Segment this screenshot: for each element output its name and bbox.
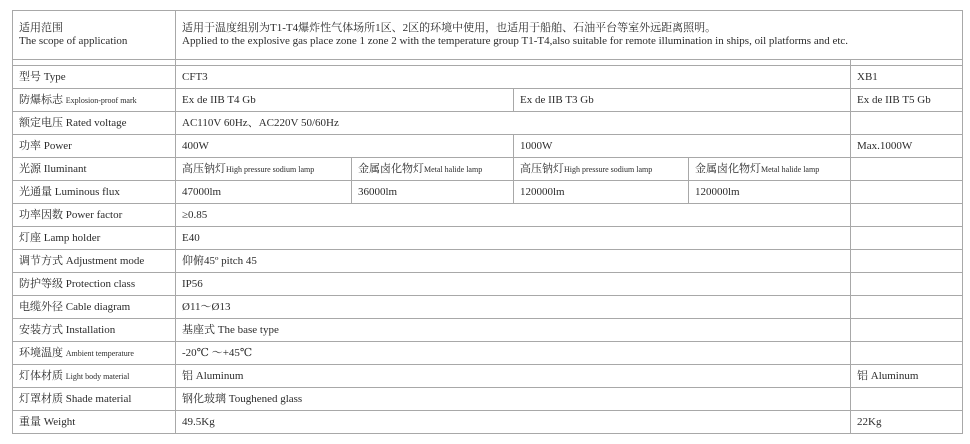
label-protection: [13, 273, 176, 296]
label-en: Explosion-proof mark: [65, 95, 137, 105]
row-illuminant: [13, 158, 963, 181]
row-weight: [13, 411, 963, 434]
label-cn: 适用范围: [19, 22, 63, 34]
label-lamp-holder: [13, 227, 176, 250]
label-en: Luminous flux: [54, 185, 120, 198]
row-scope: [13, 11, 963, 60]
label-cn: 功率因数: [19, 208, 63, 221]
label-flux: [13, 181, 176, 204]
power-value-2: 1000W: [514, 135, 851, 158]
label-cn: 防护等级: [19, 277, 63, 290]
power-value-1: 400W: [176, 135, 514, 158]
label-en: Adjustment mode: [65, 254, 145, 267]
flux-value-1: 47000lm: [176, 181, 352, 204]
label-weight: [13, 411, 176, 434]
row-power: [13, 135, 963, 158]
label-en: Protection class: [65, 277, 136, 290]
flux-value-3: 120000lm: [514, 181, 689, 204]
lamp-en: Metal halide lamp: [761, 164, 820, 174]
lamp-cn: 高压钠灯: [182, 162, 226, 175]
lamp-en: High pressure sodium lamp: [564, 164, 653, 174]
voltage-value: AC110V 60Hz、AC220V 50/60Hz: [176, 112, 851, 135]
lamp-en: Metal halide lamp: [424, 164, 483, 174]
row-shade-material: [13, 388, 963, 411]
label-en: Installation: [65, 323, 116, 336]
row-body-material: [13, 365, 963, 388]
body-material-value-1: 铝 Aluminum: [176, 365, 851, 388]
spec-table: [12, 10, 963, 434]
exmark-value-3: Ex de IIB T5 Gb: [851, 89, 963, 112]
label-cn: 防爆标志: [19, 93, 63, 106]
row-installation: [13, 319, 963, 342]
label-cn: 重量: [19, 415, 41, 428]
label-power-factor: [13, 204, 176, 227]
installation-value: 基座式 The base type: [176, 319, 851, 342]
label-cn: 灯座: [19, 231, 41, 244]
label-en: Weight: [43, 415, 76, 428]
lamp-cn: 高压钠灯: [520, 162, 564, 175]
lamp-cn: 金属卤化物灯: [695, 162, 761, 175]
protection-value: IP56: [176, 273, 851, 296]
label-cn: 调节方式: [19, 254, 63, 267]
label-en: Iluminant: [43, 162, 87, 175]
shade-material-value: 钢化玻璃 Toughened glass: [176, 388, 851, 411]
row-voltage: [13, 112, 963, 135]
row-protection: [13, 273, 963, 296]
label-en: Lamp holder: [43, 231, 101, 244]
label-cn: 电缆外径: [19, 300, 63, 313]
label-en: Light body material: [65, 371, 130, 381]
label-en: Power: [43, 139, 72, 152]
row-exmark: [13, 89, 963, 112]
label-en: Rated voltage: [65, 116, 127, 129]
flux-value-2: 36000lm: [352, 181, 514, 204]
label-illuminant: [13, 158, 176, 181]
flux-value-4: 120000lm: [689, 181, 851, 204]
label-installation: [13, 319, 176, 342]
power-value-3: Max.1000W: [851, 135, 963, 158]
label-exmark: [13, 89, 176, 112]
label-ambient: [13, 342, 176, 365]
label-adjustment: [13, 250, 176, 273]
label-cn: 额定电压: [19, 116, 63, 129]
adjustment-value: 仰俯45º pitch 45: [176, 250, 851, 273]
label-en: Cable diagram: [65, 300, 131, 313]
label-cn: 功率: [19, 139, 41, 152]
ambient-value: -20℃ ～+45℃: [176, 342, 851, 365]
row-power-factor: [13, 204, 963, 227]
label-cn: 型号: [19, 70, 41, 83]
row-ambient: [13, 342, 963, 365]
cable-value: Ø11～Ø13: [176, 296, 851, 319]
value-scope: [176, 11, 963, 60]
label-cable: [13, 296, 176, 319]
label-shade-material: [13, 388, 176, 411]
label-cn: 光源: [19, 162, 41, 175]
label-en: Power factor: [65, 208, 123, 221]
exmark-value-2: Ex de IIB T3 Gb: [514, 89, 851, 112]
label-cn: 灯罩材质: [19, 392, 63, 405]
weight-value-1: 49.5Kg: [176, 411, 851, 434]
row-lamp-holder: [13, 227, 963, 250]
label-voltage: [13, 112, 176, 135]
weight-value-2: 22Kg: [851, 411, 963, 434]
label-en: Ambient temperature: [65, 348, 134, 358]
row-type: [13, 66, 963, 89]
lamp-cn: 金属卤化物灯: [358, 162, 424, 175]
label-cn: 环境温度: [19, 346, 63, 359]
body-material-value-2: 铝 Aluminum: [851, 365, 963, 388]
scope-en: Applied to the explosive gas place zone 1 zone 2 with the temperature group T1-T4,also suitable for remote illumination in ships, oil platforms and etc.: [182, 35, 849, 47]
type-value-2: XB1: [851, 66, 963, 89]
row-cable: [13, 296, 963, 319]
label-cn: 安装方式: [19, 323, 63, 336]
power-factor-value: ≥0.85: [176, 204, 851, 227]
label-cn: 光通量: [19, 185, 52, 198]
label-scope: [13, 11, 176, 60]
illuminant-2: [352, 158, 514, 181]
label-power: [13, 135, 176, 158]
illuminant-1: [176, 158, 352, 181]
illuminant-4: [689, 158, 851, 181]
type-value-1: CFT3: [176, 66, 851, 89]
exmark-value-1: Ex de IIB T4 Gb: [176, 89, 514, 112]
lamp-holder-value: E40: [176, 227, 851, 250]
illuminant-3: [514, 158, 689, 181]
label-body-material: [13, 365, 176, 388]
lamp-en: High pressure sodium lamp: [226, 164, 315, 174]
label-en: Shade material: [65, 392, 132, 405]
label-cn: 灯体材质: [19, 369, 63, 382]
label-en: The scope of application: [19, 35, 128, 47]
row-adjustment: [13, 250, 963, 273]
label-type: [13, 66, 176, 89]
label-en: Type: [43, 70, 66, 83]
row-flux: [13, 181, 963, 204]
scope-cn: 适用于温度组别为T1-T4爆炸性气体场所1区、2区的环境中使用，也适用于船舶、石油平台等室外远距离照明。: [182, 22, 717, 34]
